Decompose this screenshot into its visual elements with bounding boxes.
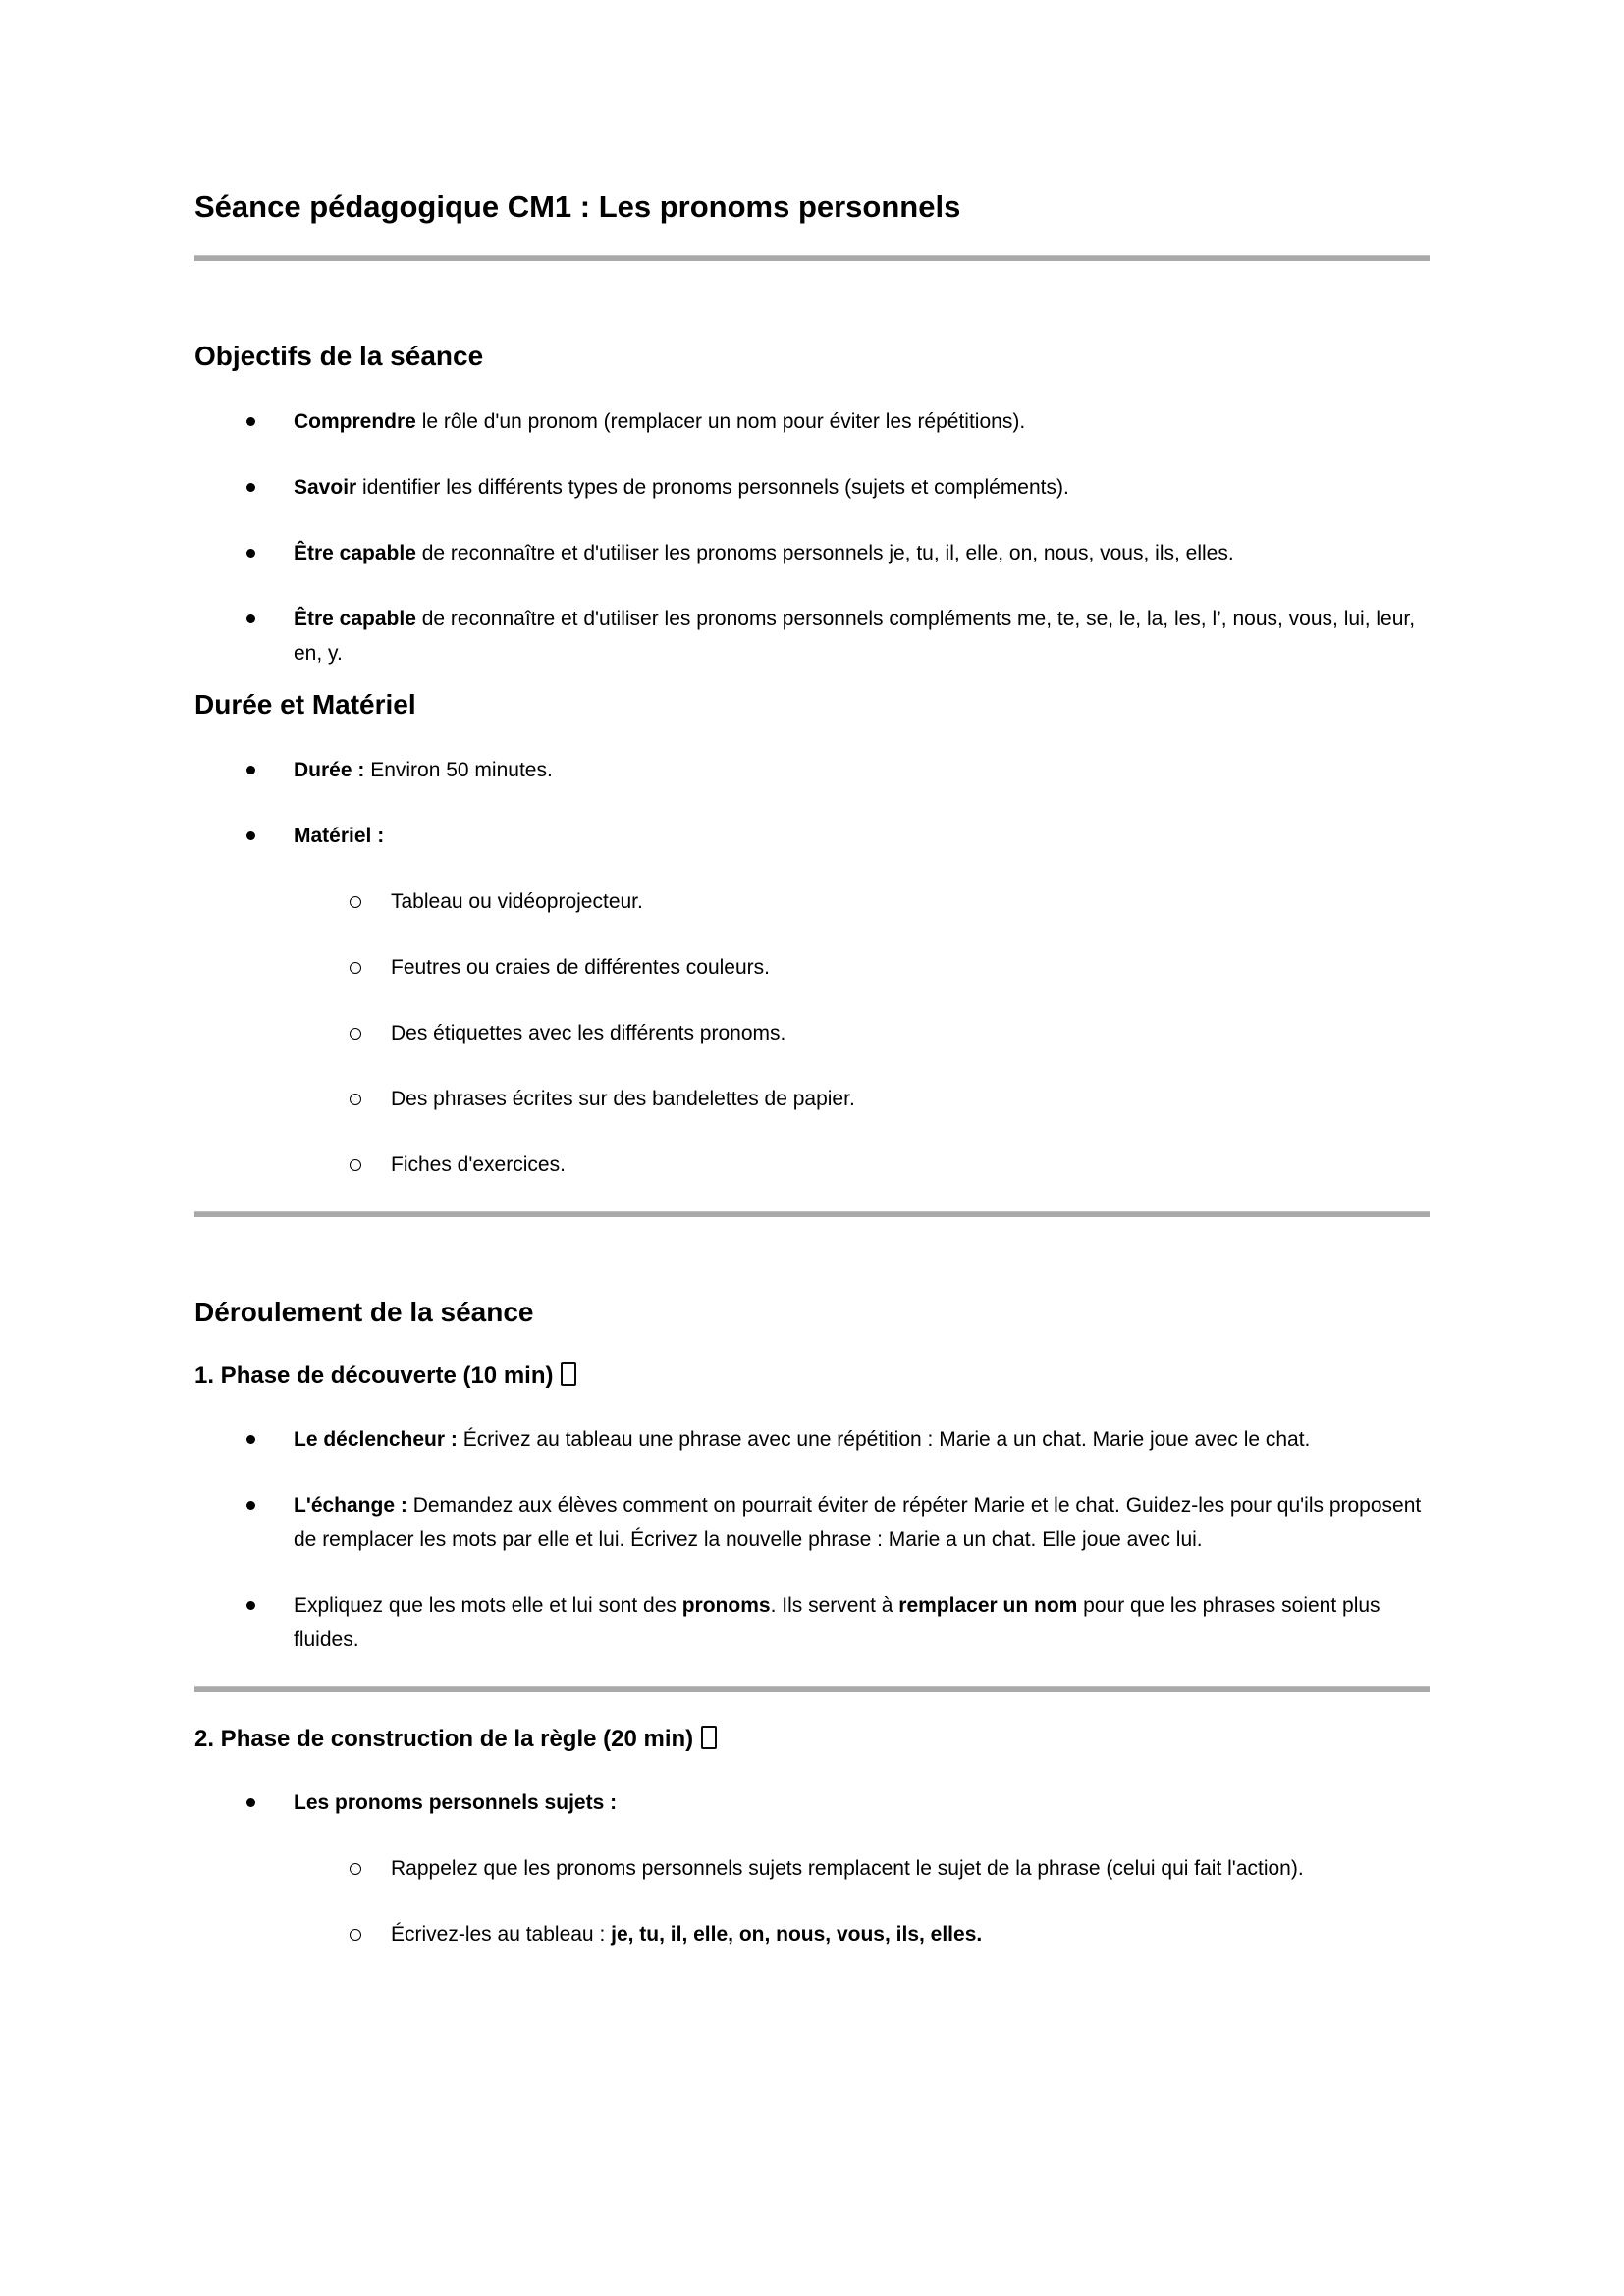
text-run: Savoir bbox=[294, 476, 357, 499]
bullet-dot-icon bbox=[246, 483, 255, 492]
list-item bbox=[194, 470, 1430, 505]
bullet-dot-icon bbox=[246, 831, 255, 840]
text-run: pronoms bbox=[681, 1594, 771, 1617]
list-item bbox=[194, 1422, 1430, 1457]
text-run: Être capable bbox=[294, 542, 416, 564]
text-run: Matériel : bbox=[294, 825, 385, 847]
text-run: Séance pédagogique CM1 : Les pronoms personnels bbox=[194, 189, 961, 224]
text-run: 1. Phase de découverte (10 min) bbox=[194, 1362, 561, 1389]
text-run: Objectifs de la séance bbox=[194, 341, 484, 371]
list-item bbox=[194, 1488, 1430, 1557]
text-run: Expliquez que les mots elle et lui sont des bbox=[294, 1594, 682, 1617]
circle-bullet-icon bbox=[350, 1929, 361, 1941]
text-run: Des étiquettes avec les différents pronoms. bbox=[391, 1022, 786, 1044]
text-run: Demandez aux élèves comment on pourrait éviter de répéter Marie et le chat. Guidez-les pour qu'ils proposent de remplacer les mots par elle et lui. Écrivez la nouvelle phrase : Marie a un chat. Elle joue avec lui. bbox=[294, 1494, 1422, 1551]
circle-bullet-icon bbox=[350, 896, 361, 908]
text-run: Durée et Matériel bbox=[194, 689, 416, 720]
text-run: Tableau ou vidéoprojecteur. bbox=[391, 890, 643, 913]
bullet-dot-icon bbox=[246, 766, 255, 774]
bullet-dot-icon bbox=[246, 1435, 255, 1444]
text-run: Environ 50 minutes. bbox=[364, 759, 553, 781]
list-item bbox=[194, 404, 1430, 439]
circle-bullet-icon bbox=[350, 1159, 361, 1171]
list-item bbox=[194, 536, 1430, 570]
text-run: Être capable bbox=[294, 608, 416, 630]
text-run: identifier les différents types de pronoms personnels (sujets et compléments). bbox=[356, 476, 1069, 499]
sub-list-item bbox=[194, 950, 1430, 985]
text-run: Écrivez-les au tableau : bbox=[391, 1923, 612, 1946]
bullet-dot-icon bbox=[246, 1798, 255, 1807]
section-divider bbox=[194, 1686, 1430, 1692]
section-divider bbox=[194, 255, 1430, 261]
bullet-dot-icon bbox=[246, 549, 255, 558]
missing-glyph-box-icon bbox=[561, 1362, 576, 1386]
text-run: L'échange : bbox=[294, 1494, 407, 1517]
sub-list-item bbox=[194, 1082, 1430, 1116]
section-heading bbox=[194, 688, 1430, 721]
circle-bullet-icon bbox=[350, 962, 361, 974]
list-item bbox=[194, 602, 1430, 670]
circle-bullet-icon bbox=[350, 1028, 361, 1040]
text-run: remplacer un nom bbox=[898, 1594, 1078, 1617]
text-run: de reconnaître et d'utiliser les pronoms personnels je, tu, il, elle, on, nous, vous, ils, elles. bbox=[415, 542, 1234, 564]
list-item bbox=[194, 819, 1430, 853]
text-run: Des phrases écrites sur des bandelettes de papier. bbox=[391, 1088, 855, 1110]
text-run: Écrivez au tableau une phrase avec une répétition : Marie a un chat. Marie joue avec le chat. bbox=[457, 1428, 1311, 1451]
text-run: Fiches d'exercices. bbox=[391, 1153, 566, 1176]
missing-glyph-box-icon bbox=[701, 1726, 717, 1749]
sub-list-item bbox=[194, 1917, 1430, 1951]
list-item bbox=[194, 1786, 1430, 1820]
sub-list-item bbox=[194, 884, 1430, 919]
bullet-dot-icon bbox=[246, 614, 255, 623]
text-run: je, tu, il, elle, on, nous, vous, ils, elles. bbox=[611, 1923, 983, 1946]
text-run: Comprendre bbox=[294, 410, 416, 433]
document-title bbox=[194, 188, 1430, 226]
phase-heading bbox=[194, 1725, 1430, 1754]
text-run: Rappelez que les pronoms personnels sujets remplacent le sujet de la phrase (celui qui fait l'action). bbox=[391, 1857, 1304, 1880]
text-run: Feutres ou craies de différentes couleurs. bbox=[391, 956, 770, 979]
sub-list-item bbox=[194, 1851, 1430, 1886]
sub-list-item bbox=[194, 1016, 1430, 1050]
text-run: de reconnaître et d'utiliser les pronoms personnels compléments me, te, se, le, la, les, l’, nous, vous, lui, leur, en, y. bbox=[294, 608, 1416, 665]
list-item bbox=[194, 753, 1430, 787]
bullet-dot-icon bbox=[246, 1501, 255, 1510]
text-run: pour que les phrases soient plus fluides. bbox=[294, 1594, 1380, 1651]
phase-heading bbox=[194, 1362, 1430, 1391]
circle-bullet-icon bbox=[350, 1863, 361, 1875]
bullet-dot-icon bbox=[246, 417, 255, 426]
bullet-dot-icon bbox=[246, 1601, 255, 1610]
section-heading bbox=[194, 340, 1430, 373]
circle-bullet-icon bbox=[350, 1094, 361, 1105]
text-run: Le déclencheur : bbox=[294, 1428, 458, 1451]
text-run: . Ils servent à bbox=[770, 1594, 899, 1617]
text-run: le rôle d'un pronom (remplacer un nom pour éviter les répétitions). bbox=[415, 410, 1026, 433]
section-divider bbox=[194, 1211, 1430, 1217]
section-heading bbox=[194, 1296, 1430, 1329]
text-run: Durée : bbox=[294, 759, 365, 781]
text-run: Déroulement de la séance bbox=[194, 1297, 534, 1327]
text-run: Les pronoms personnels sujets : bbox=[294, 1791, 618, 1814]
text-run: 2. Phase de construction de la règle (20 min) bbox=[194, 1726, 700, 1752]
list-item bbox=[194, 1588, 1430, 1657]
sub-list-item bbox=[194, 1148, 1430, 1182]
